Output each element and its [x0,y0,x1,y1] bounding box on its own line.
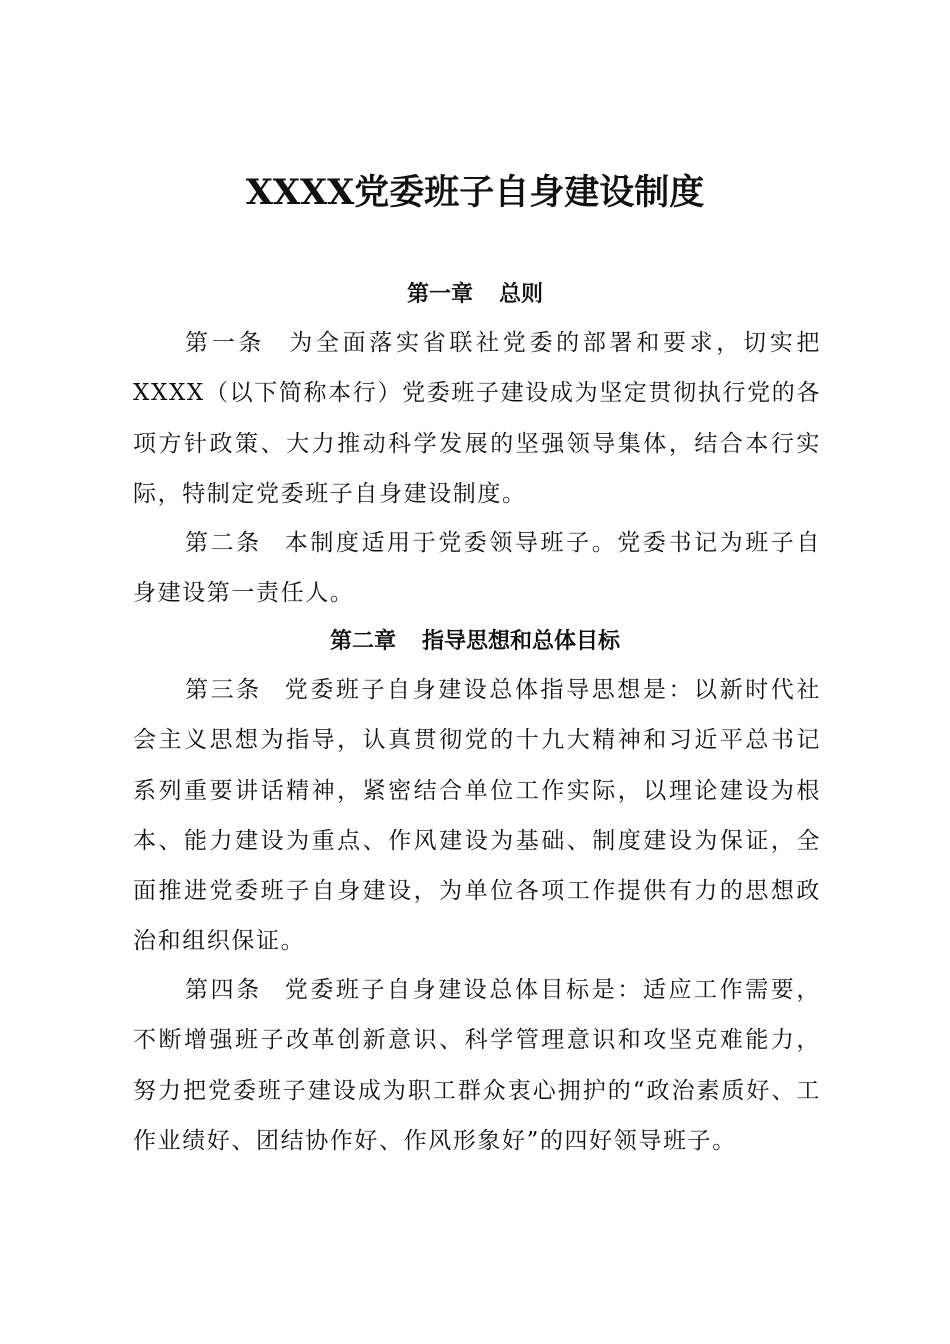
article-text: 党委班子自身建设总体目标是：适应工作需要，不断增强班子改革创新意识、科学管理意识和攻坚克难能力，努力把党委班子建设成为职工群众衷心拥护的“政治素质好、工作业绩好、团结协作好、作风形象好”的四好领导班子。 [133,977,821,1154]
article-3 [133,665,821,967]
article-text: 为全面落实省联社党委的部署和要求，切实把XXXX（以下简称本行）党委班子建设成为坚定贯彻执行党的各项方针政策、大力推动科学发展的坚强领导集体，结合本行实际，特制定党委班子自身建设制度。 [133,330,821,507]
article-label: 第一条 [185,330,266,356]
article-text: 本制度适用于党委领导班子。党委书记为班子自身建设第一责任人。 [133,530,821,607]
article-text: 党委班子自身建设总体指导思想是：以新时代社会主义思想为指导，认真贯彻党的十九大精神和习近平总书记系列重要讲话精神，紧密结合单位工作实际，以理论建设为根本、能力建设为重点、作风建设为基础、制度建设为保证，全面推进党委班子自身建设，为单位各项工作提供有力的思想政治和组织保证。 [133,677,821,955]
article-label: 第四条 [185,977,262,1003]
chapter-name: 指导思想和总体目标 [422,629,621,654]
article-4 [133,965,821,1166]
chapter-label: 第一章 [406,282,473,307]
chapter-2-heading [0,622,950,662]
article-2 [133,518,821,619]
document-title: XXXX党委班子自身建设制度 [245,172,705,213]
chapter-name: 总则 [499,282,544,307]
article-1 [133,318,821,519]
article-label: 第三条 [185,677,262,703]
chapter-1-heading [0,275,950,315]
article-label: 第二条 [185,530,262,556]
chapter-label: 第二章 [329,629,396,654]
